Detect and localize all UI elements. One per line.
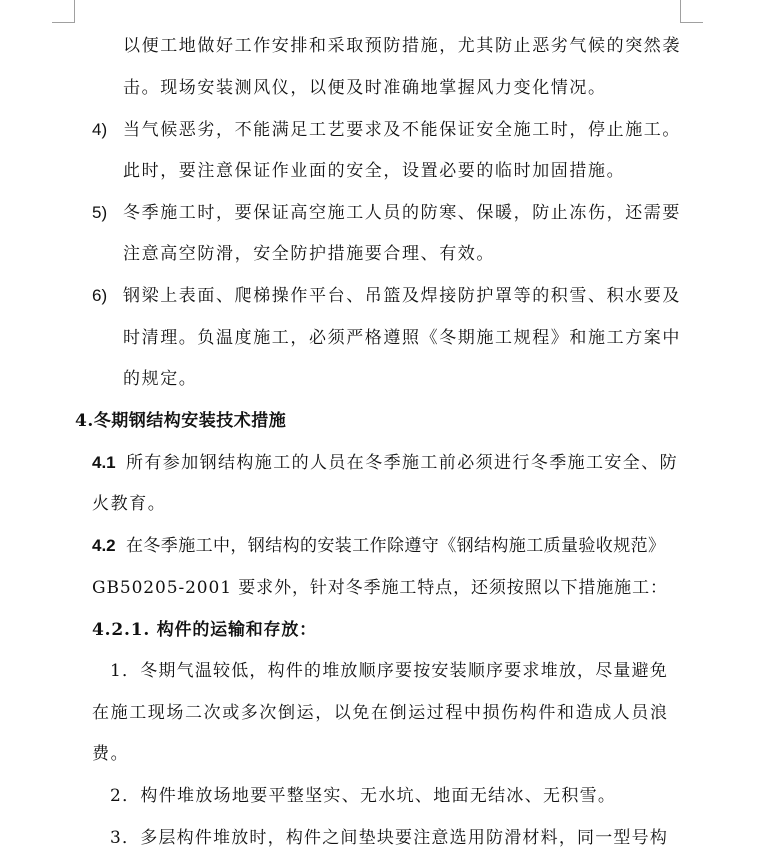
paragraph-line: 此时，要注意保证作业面的安全，设置必要的临时加固措施。 (123, 161, 626, 181)
paragraph-line: 1．冬期气温较低，构件的堆放顺序要按安装顺序要求堆放，尽量避免 (110, 661, 669, 681)
page-corner-mark-left (52, 0, 75, 23)
paragraph-line: 所有参加钢结构施工的人员在冬季施工前必须进行冬季施工安全、防 (126, 453, 678, 473)
list-number: 5) (92, 203, 108, 222)
paragraph-line: 击。现场安装测风仪，以便及时准确地掌握风力变化情况。 (123, 78, 607, 98)
paragraph-line: 时清理。负温度施工，必须严格遵照《冬期施工规程》和施工方案中 (123, 328, 681, 348)
paragraph-line: GB50205-2001 要求外，针对冬季施工特点，还须按照以下措施施工： (92, 578, 668, 598)
section-number: 4.1 (92, 453, 116, 472)
paragraph-line: 钢梁上表面、爬梯操作平台、吊篮及焊接防护罩等的积雪、积水要及 (123, 286, 681, 306)
paragraph-line: 以便工地做好工作安排和采取预防措施，尤其防止恶劣气候的突然袭 (123, 36, 681, 56)
paragraph-line: 注意高空防滑，安全防护措施要合理、有效。 (123, 244, 495, 264)
list-number: 4) (92, 120, 108, 139)
section-number: 4.2 (92, 536, 116, 555)
paragraph-line: 在冬季施工中，钢结构的安装工作除遵守《钢结构施工质量验收规范》 (126, 536, 666, 556)
paragraph-line: 火教育。 (92, 494, 167, 514)
paragraph-line: 3．多层构件堆放时，构件之间垫块要注意选用防滑材料，同一型号构 (110, 828, 669, 848)
paragraph-line: 冬季施工时，要保证高空施工人员的防寒、保暖，防止冻伤，还需要 (123, 203, 681, 223)
page-corner-mark-right (680, 0, 703, 23)
paragraph-line: 当气候恶劣，不能满足工艺要求及不能保证安全施工时，停止施工。 (123, 120, 681, 140)
paragraph-line: 的规定。 (123, 369, 198, 389)
subsection-heading: 4.2.1. 构件的运输和存放： (92, 620, 317, 640)
list-number: 6) (92, 286, 108, 305)
section-heading: 4.冬期钢结构安装技术措施 (75, 411, 287, 431)
paragraph-line: 费。 (92, 744, 130, 764)
paragraph-line: 在施工现场二次或多次倒运，以免在倒运过程中损伤构件和造成人员浪 (92, 703, 669, 723)
paragraph-line: 2．构件堆放场地要平整坚实、无水坑、地面无结冰、无积雪。 (110, 786, 617, 806)
